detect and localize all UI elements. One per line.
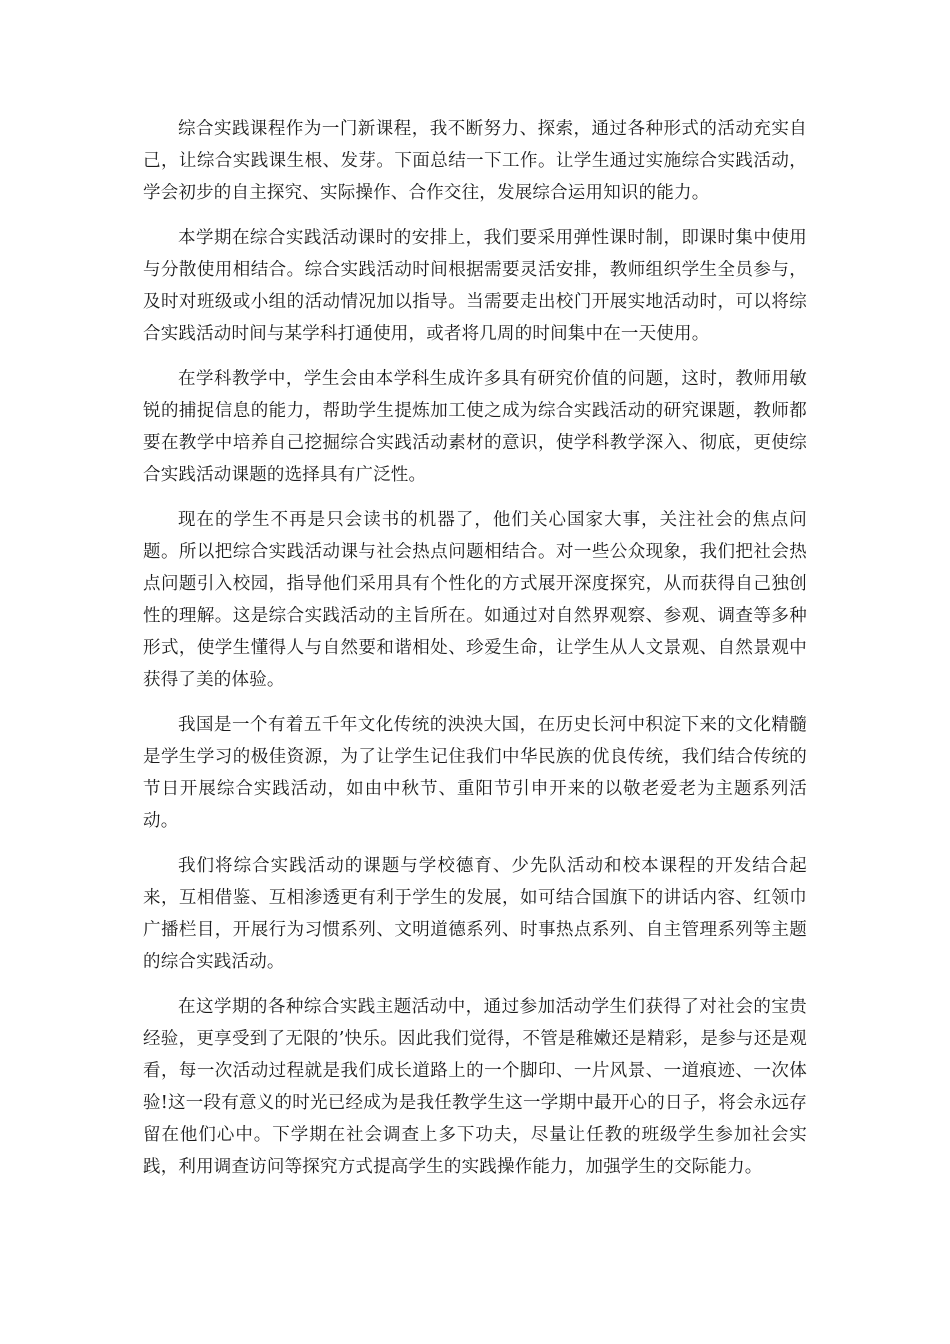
paragraph: 在学科教学中，学生会由本学科生成许多具有研究价值的问题，这时，教师用敏锐的捕捉信息的能力，帮助学生提炼加工使之成为综合实践活动的研究课题，教师都要在教学中培养自己挖掘综合实践活动素材的意识，使学科教学深入、彻底，更使综合实践活动课题的选择具有广泛性。 (143, 369, 807, 485)
paragraph: 现在的学生不再是只会读书的机器了，他们关心国家大事，关注社会的焦点问题。所以把综合实践活动课与社会热点问题相结合。对一些公众现象，我们把社会热点问题引入校园，指导他们采用具有个性化的方式展开深度探究，从而获得自己独创性的理解。这是综合实践活动的主旨所在。如通过对自然界观察、参观、调查等多种形式，使学生懂得人与自然要和谐相处、珍爱生命，让学生从人文景观、自然景观中获得了美的体验。 (143, 510, 807, 690)
paragraph: 本学期在综合实践活动课时的安排上，我们要采用弹性课时制，即课时集中使用与分散使用相结合。综合实践活动时间根据需要灵活安排，教师组织学生全员参与，及时对班级或小组的活动情况加以指导。当需要走出校门开展实地活动时，可以将综合实践活动时间与某学科打通使用，或者将几周的时间集中在一天使用。 (143, 228, 807, 344)
document-body (143, 113, 807, 1196)
paragraph: 我们将综合实践活动的课题与学校德育、少先队活动和校本课程的开发结合起来，互相借鉴、互相渗透更有利于学生的发展，如可结合国旗下的讲话内容、红领巾广播栏目，开展行为习惯系列、文明道德系列、时事热点系列、自主管理系列等主题的综合实践活动。 (143, 856, 807, 972)
paragraph: 我国是一个有着五千年文化传统的泱泱大国，在历史长河中积淀下来的文化精髓是学生学习的极佳资源，为了让学生记住我们中华民族的优良传统，我们结合传统的节日开展综合实践活动，如由中秋节、重阳节引申开来的以敬老爱老为主题系列活动。 (143, 715, 807, 831)
paragraph: 综合实践课程作为一门新课程，我不断努力、探索，通过各种形式的活动充实自己，让综合实践课生根、发芽。下面总结一下工作。让学生通过实施综合实践活动，学会初步的自主探究、实际操作、合作交往，发展综合运用知识的能力。 (143, 119, 807, 203)
paragraph: 在这学期的各种综合实践主题活动中，通过参加活动学生们获得了对社会的宝贵经验，更享受到了无限的’快乐。因此我们觉得，不管是稚嫩还是精彩，是参与还是观看，每一次活动过程就是我们成长道路上的一个脚印、一片风景、一道痕迹、一次体验!这一段有意义的时光已经成为是我任教学生这一学期中最开心的日子，将会永远存留在他们心中。下学期在社会调查上多下功夫，尽量让任教的班级学生参加社会实践，利用调查访问等探究方式提高学生的实践操作能力，加强学生的交际能力。 (143, 997, 807, 1177)
